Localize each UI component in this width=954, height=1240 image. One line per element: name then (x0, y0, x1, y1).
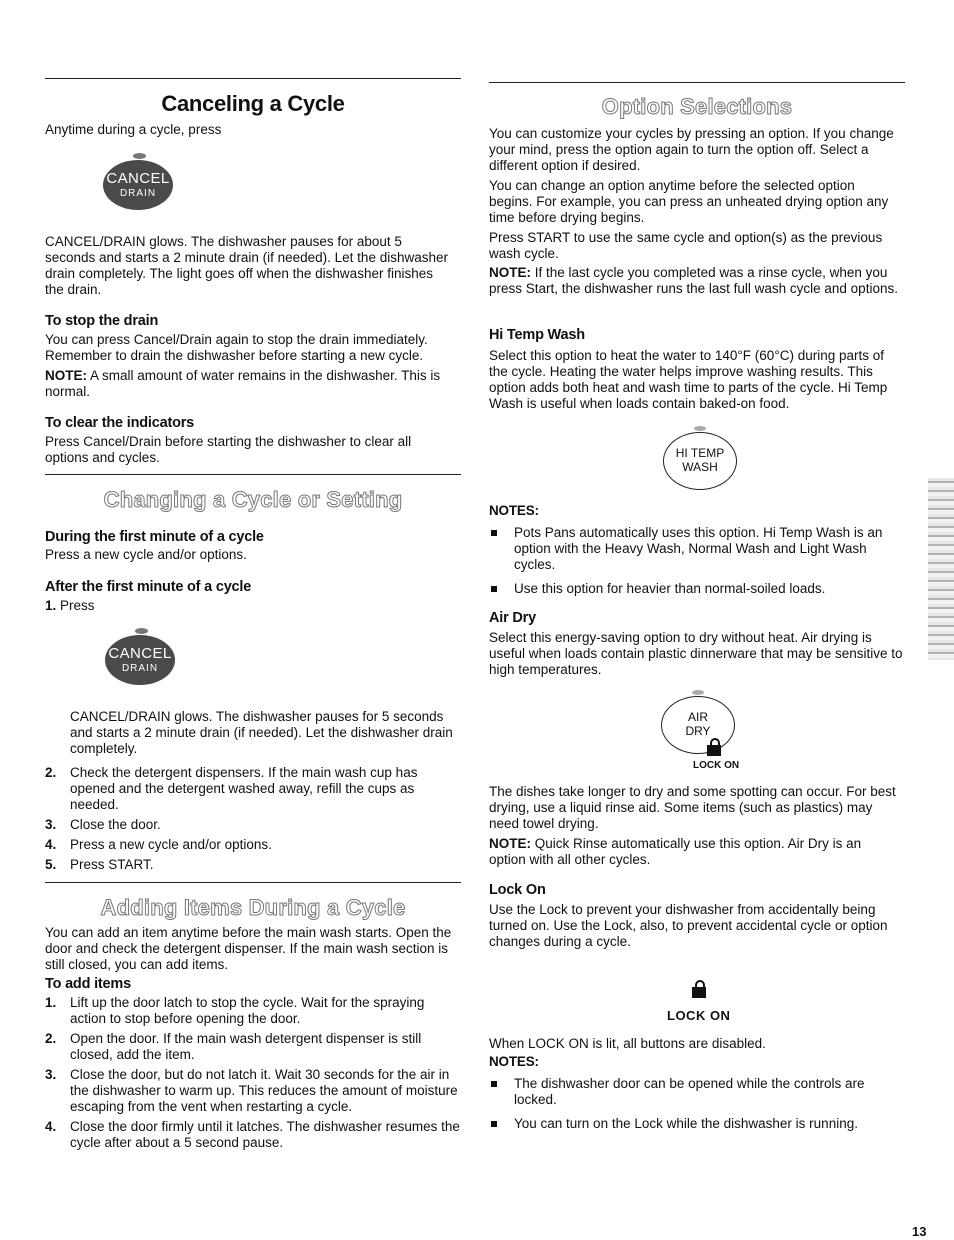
lock-on-heading: Lock On (489, 882, 546, 898)
air-dry-heading: Air Dry (489, 610, 536, 626)
hi-temp-notes-list (489, 525, 905, 605)
list-item (45, 1031, 461, 1063)
lock-on-lit-text: When LOCK ON is lit, all buttons are disabled. (489, 1036, 766, 1051)
dry-label: DRY (685, 724, 711, 738)
air-dry-note (489, 836, 899, 868)
lock-icon (707, 738, 721, 756)
indicator-light-icon (133, 153, 146, 159)
list-item (45, 765, 455, 813)
hi-temp-wash-button-illustration (663, 432, 737, 490)
indicator-light-icon (692, 690, 704, 695)
hi-temp-heading: Hi Temp Wash (489, 327, 585, 343)
options-p2: You can change an option anytime before the selected option begins. For example, you can press an unheated drying option any time before drying begins. (489, 178, 889, 225)
wash-label: WASH (682, 460, 718, 474)
first-minute-text: Press a new cycle and/or options. (45, 547, 247, 562)
step-number: 3. (45, 817, 57, 832)
canceling-description: CANCEL/DRAIN glows. The dishwasher pauses for about 5 seconds and starts a 2 minute drain (if needed). Let the dishwasher drain completely. The light goes off when the dishwasher finishes the drain. (45, 234, 448, 297)
lock-on-notes-list (489, 1076, 905, 1140)
step-number: 2. (45, 1031, 57, 1046)
hi-temp-label: HI TEMP (675, 446, 725, 460)
note-text: Use this option for heavier than normal-soiled loads. (514, 581, 826, 596)
list-item (45, 1067, 461, 1115)
step-number: 3. (45, 1067, 57, 1082)
options-note (489, 265, 905, 297)
section-rule (45, 78, 461, 79)
step-text: Check the detergent dispensers. If the main wash cup has opened and the detergent washed away, refill the cups as needed. (70, 765, 418, 812)
step-text: Close the door, but do not latch it. Wait 30 seconds for the air in the dishwasher to warm up. This reduces the amount of moisture escaping from the vent when restarting a cycle. (70, 1067, 458, 1114)
after-first-minute-heading: After the first minute of a cycle (45, 579, 252, 595)
bullet-icon (491, 1121, 497, 1127)
list-item (489, 1116, 905, 1132)
step-number: 1. (45, 995, 57, 1010)
list-item (45, 995, 461, 1027)
step-text: Open the door. If the main wash detergent dispenser is still closed, add the item. (70, 1031, 422, 1062)
lock-on-notes-heading: NOTES: (489, 1054, 539, 1069)
step-text: Press START. (70, 857, 154, 872)
first-minute-heading: During the first minute of a cycle (45, 529, 264, 545)
step-text: Close the door firmly until it latches. The dishwasher resumes the cycle after about a 5 second pause. (70, 1119, 460, 1150)
note-text: You can turn on the Lock while the dishwasher is running. (514, 1116, 858, 1131)
section-rule (45, 882, 461, 883)
step-number: 1. (45, 598, 57, 613)
lock-on-caption: LOCK ON (693, 760, 740, 771)
drain-label: DRAIN (121, 663, 159, 674)
section-rule (489, 82, 905, 83)
list-item (489, 525, 905, 573)
options-heading: Option Selections (601, 94, 793, 119)
air-label: AIR (687, 710, 708, 724)
add-items-heading: To add items (45, 976, 131, 992)
list-item (45, 1119, 461, 1151)
step-1 (45, 598, 95, 614)
note-label: NOTE: (489, 836, 531, 851)
clear-indicators-text: Press Cancel/Drain before starting the dishwasher to clear all options and cycles. (45, 434, 412, 465)
note-label: NOTE: (45, 368, 87, 383)
canceling-heading: Canceling a Cycle (161, 91, 345, 116)
step-text: Close the door. (70, 817, 161, 832)
lock-on-text: Use the Lock to prevent your dishwasher from accidentally being turned on. Use the Lock, also, to prevent accidental cycle or option changes during a cycle. (489, 902, 888, 949)
section-rule (45, 474, 461, 475)
air-dry-text: Select this energy-saving option to dry without heat. Air drying is useful when loads contain plastic dinnerware that may be sensitive to high temperatures. (489, 630, 903, 677)
step-text: Press (60, 598, 95, 613)
list-item (45, 857, 455, 873)
cancel-label: CANCEL (108, 645, 172, 662)
options-p1: You can customize your cycles by pressing an option. If you change your mind, press the option again to turn the option off. Select a different option if desired. (489, 126, 894, 173)
adding-heading: Adding Items During a Cycle (100, 895, 406, 920)
section-edge-tab (928, 478, 954, 660)
note-text: If the last cycle you completed was a rinse cycle, when you press Start, the dishwasher runs the last full wash cycle and options. (489, 265, 898, 296)
list-item (45, 837, 455, 853)
changing-heading: Changing a Cycle or Setting (103, 487, 403, 512)
page-number: 13 (912, 1224, 927, 1239)
bullet-icon (491, 1081, 497, 1087)
hi-temp-text: Select this option to heat the water to 140°F (60°C) during parts of the cycle. Heating the water helps improve washing results. This option adds both heat and wash time to parts of the cycle. Hi Temp Wash is useful when loads contain baked-on food. (489, 348, 888, 411)
canceling-intro: Anytime during a cycle, press (45, 122, 222, 137)
note-label: NOTE: (489, 265, 531, 280)
adding-intro: You can add an item anytime before the main wash starts. Open the door and check the detergent dispenser. If the main wash section is still closed, you can add items. (45, 925, 452, 972)
step-number: 5. (45, 857, 57, 872)
list-item (45, 817, 455, 833)
indicator-light-icon (135, 628, 148, 634)
indicator-light-icon (694, 426, 706, 431)
list-item (489, 581, 905, 597)
stop-drain-text: You can press Cancel/Drain again to stop the drain immediately. Remember to drain the dishwasher before starting a new cycle. (45, 332, 428, 363)
air-dry-button-illustration (661, 696, 735, 754)
bullet-icon (491, 586, 497, 592)
step-text: Press a new cycle and/or options. (70, 837, 272, 852)
note-text: Quick Rinse automatically use this option. Air Dry is an option with all other cycles. (489, 836, 862, 867)
clear-indicators-heading: To clear the indicators (45, 415, 195, 431)
bullet-icon (491, 530, 497, 536)
list-item (489, 1076, 905, 1108)
options-p3: Press START to use the same cycle and option(s) as the previous wash cycle. (489, 230, 883, 261)
air-dry-text-2: The dishes take longer to dry and some spotting can occur. For best drying, use a liquid rinse aid. Some items (such as plastics) may need towel drying. (489, 784, 896, 831)
adding-steps-list (45, 995, 461, 1155)
cancel-label: CANCEL (106, 170, 170, 187)
note-text: The dishwasher door can be opened while the controls are locked. (514, 1076, 865, 1107)
hi-temp-notes-heading: NOTES: (489, 503, 539, 518)
note-text: Pots Pans automatically uses this option. Hi Temp Wash is an option with the Heavy Wash, Normal Wash and Light Wash cycles. (514, 525, 883, 572)
step-number: 4. (45, 1119, 57, 1134)
canceling-note (45, 368, 455, 400)
cancel-drain-button-illustration (103, 153, 173, 203)
stop-drain-heading: To stop the drain (45, 313, 159, 329)
step-number: 4. (45, 837, 57, 852)
step-text: Lift up the door latch to stop the cycle. Wait for the spraying action to stop before opening the door. (70, 995, 425, 1026)
lock-icon (692, 980, 706, 998)
cancel-drain-button-illustration (105, 628, 175, 678)
changing-steps-list (45, 765, 455, 877)
lock-on-caption: LOCK ON (667, 1008, 731, 1023)
note-text: A small amount of water remains in the dishwasher. This is normal. (45, 368, 441, 399)
drain-label: DRAIN (119, 188, 157, 199)
step-1-description: CANCEL/DRAIN glows. The dishwasher pauses for 5 seconds and starts a 2 minute drain (if needed). Let the dishwasher drain completely. (70, 709, 453, 756)
step-number: 2. (45, 765, 57, 780)
